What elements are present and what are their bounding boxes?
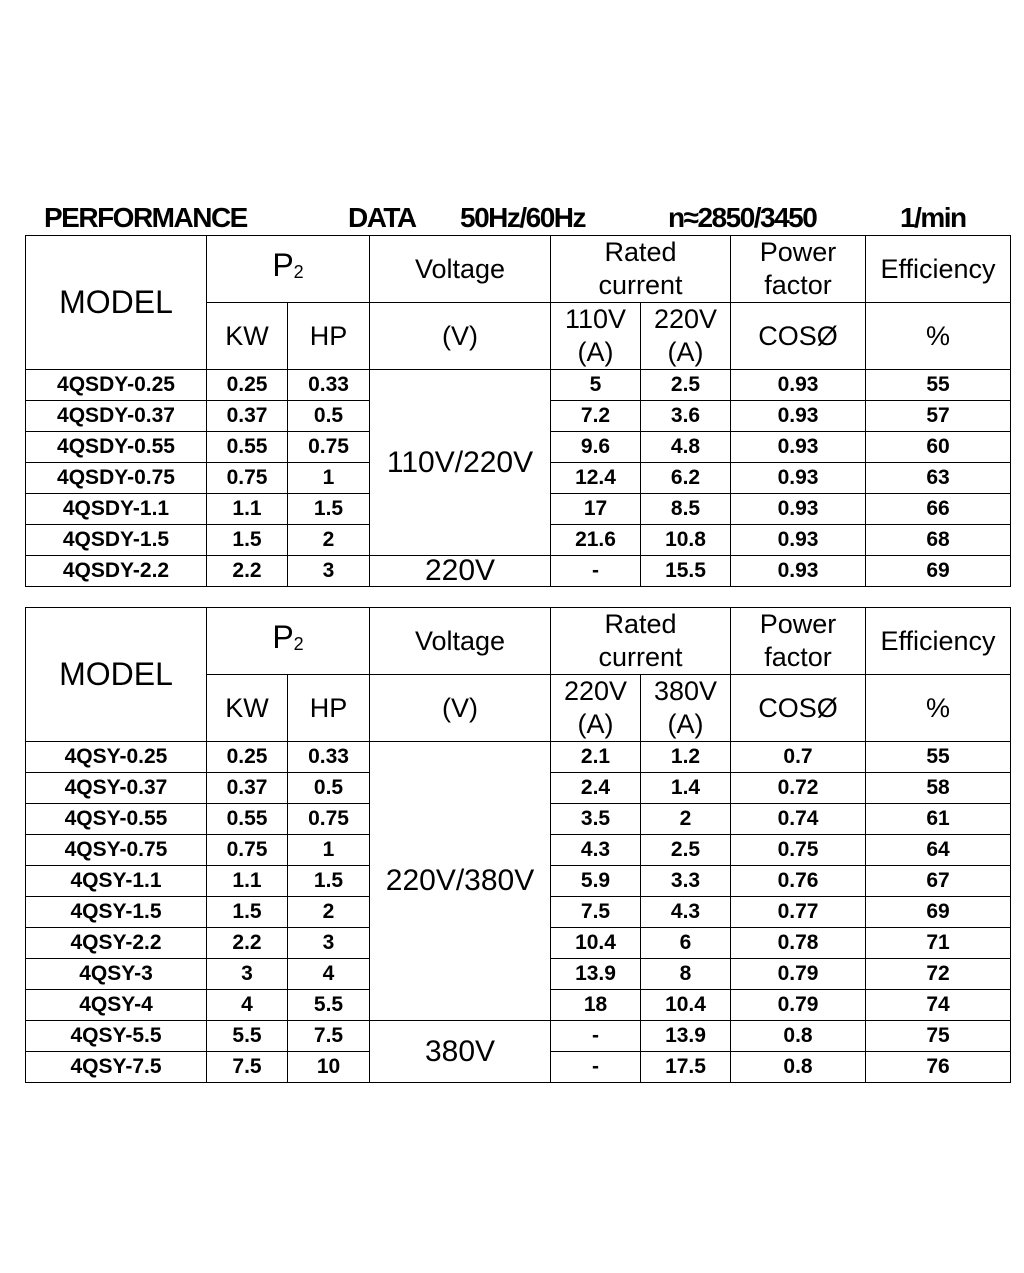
hp-cell: 0.5 — [288, 773, 370, 804]
cos-cell: 0.76 — [731, 866, 866, 897]
current1-cell: 9.6 — [551, 432, 641, 463]
kw-cell: 1.1 — [207, 494, 288, 525]
rated-current-header — [551, 236, 731, 303]
efficiency-header: Efficiency — [866, 608, 1011, 675]
model-cell: 4QSDY-0.55 — [26, 432, 207, 463]
kw-cell: 4 — [207, 990, 288, 1021]
efficiency-cell: 71 — [866, 928, 1011, 959]
efficiency-cell: 76 — [866, 1052, 1011, 1083]
hp-cell: 1.5 — [288, 494, 370, 525]
model-cell: 4QSDY-1.1 — [26, 494, 207, 525]
current2-cell: 17.5 — [641, 1052, 731, 1083]
current2-unit: (A) — [667, 337, 704, 367]
hp-cell: 3 — [288, 928, 370, 959]
current1-cell: 2.1 — [551, 742, 641, 773]
cos-cell: 0.8 — [731, 1021, 866, 1052]
power-line1: Power — [759, 237, 837, 267]
current2-cell: 15.5 — [641, 556, 731, 587]
model-cell: 4QSY-7.5 — [26, 1052, 207, 1083]
voltage-header: Voltage — [370, 608, 551, 675]
model-header: MODEL — [26, 608, 207, 742]
current1-cell: 2.4 — [551, 773, 641, 804]
current2-cell: 4.8 — [641, 432, 731, 463]
current1-unit: (A) — [577, 337, 614, 367]
cos-cell: 0.75 — [731, 835, 866, 866]
hp-cell: 2 — [288, 897, 370, 928]
cos-cell: 0.93 — [731, 525, 866, 556]
hp-cell: 0.75 — [288, 804, 370, 835]
cos-cell: 0.79 — [731, 959, 866, 990]
hp-cell: 0.33 — [288, 742, 370, 773]
hp-cell: 0.75 — [288, 432, 370, 463]
cos-header: COSØ — [731, 675, 866, 742]
title-performance: PERFORMANCE — [44, 202, 247, 233]
current2-cell: 6.2 — [641, 463, 731, 494]
hp-cell: 0.33 — [288, 370, 370, 401]
current1-cell: - — [551, 556, 641, 587]
p2-letter: P — [272, 619, 294, 655]
title-unit: 1/min — [900, 202, 966, 233]
current1-cell: 12.4 — [551, 463, 641, 494]
rated-line1: Rated — [604, 609, 677, 639]
kw-cell: 1.5 — [207, 525, 288, 556]
model-cell: 4QSDY-2.2 — [26, 556, 207, 587]
kw-cell: 0.37 — [207, 773, 288, 804]
hp-cell: 1.5 — [288, 866, 370, 897]
current1-cell: 21.6 — [551, 525, 641, 556]
current2-cell: 10.4 — [641, 990, 731, 1021]
performance-title — [0, 200, 1024, 240]
rated-current-header — [551, 608, 731, 675]
efficiency-cell: 66 — [866, 494, 1011, 525]
hp-cell: 1 — [288, 835, 370, 866]
efficiency-cell: 74 — [866, 990, 1011, 1021]
efficiency-cell: 58 — [866, 773, 1011, 804]
rated-line2: current — [598, 270, 683, 300]
hp-header: HP — [288, 675, 370, 742]
efficiency-cell: 68 — [866, 525, 1011, 556]
efficiency-cell: 55 — [866, 370, 1011, 401]
model-cell: 4QSY-0.25 — [26, 742, 207, 773]
current2-cell: 3.6 — [641, 401, 731, 432]
table-row — [26, 742, 1011, 773]
current1-cell: 18 — [551, 990, 641, 1021]
hp-cell: 10 — [288, 1052, 370, 1083]
current2-cell: 4.3 — [641, 897, 731, 928]
efficiency-cell: 75 — [866, 1021, 1011, 1052]
voltage-cell: 380V — [370, 1021, 551, 1083]
current1-cell: 13.9 — [551, 959, 641, 990]
current1-cell: 5 — [551, 370, 641, 401]
power-line1: Power — [759, 609, 837, 639]
kw-cell: 1.5 — [207, 897, 288, 928]
current1-cell: 5.9 — [551, 866, 641, 897]
efficiency-cell: 60 — [866, 432, 1011, 463]
kw-cell: 0.55 — [207, 432, 288, 463]
current2-header — [641, 675, 731, 742]
kw-cell: 5.5 — [207, 1021, 288, 1052]
cos-cell: 0.93 — [731, 494, 866, 525]
voltage-header: Voltage — [370, 236, 551, 303]
model-cell: 4QSY-2.2 — [26, 928, 207, 959]
current2-cell: 2.5 — [641, 370, 731, 401]
hp-cell: 0.5 — [288, 401, 370, 432]
current2-cell: 1.4 — [641, 773, 731, 804]
efficiency-cell: 72 — [866, 959, 1011, 990]
power-line2: factor — [764, 270, 832, 300]
model-cell: 4QSY-3 — [26, 959, 207, 990]
current2-cell: 2 — [641, 804, 731, 835]
cos-cell: 0.93 — [731, 463, 866, 494]
cos-cell: 0.93 — [731, 432, 866, 463]
current2-cell: 1.2 — [641, 742, 731, 773]
cos-cell: 0.74 — [731, 804, 866, 835]
p2-header — [207, 608, 370, 675]
hp-cell: 3 — [288, 556, 370, 587]
table-row — [26, 556, 1011, 587]
cos-cell: 0.78 — [731, 928, 866, 959]
model-cell: 4QSY-0.37 — [26, 773, 207, 804]
performance-table-4qsdy — [25, 235, 1011, 587]
efficiency-cell: 55 — [866, 742, 1011, 773]
cos-cell: 0.7 — [731, 742, 866, 773]
title-frequency: 50Hz/60Hz — [460, 202, 586, 233]
kw-header: KW — [207, 303, 288, 370]
efficiency-cell: 69 — [866, 897, 1011, 928]
hp-cell: 5.5 — [288, 990, 370, 1021]
p2-subscript: 2 — [293, 634, 304, 654]
power-factor-header — [731, 236, 866, 303]
title-speed: n≈2850/3450 — [668, 202, 817, 233]
performance-table-4qsy — [25, 607, 1011, 1083]
hp-cell: 7.5 — [288, 1021, 370, 1052]
current1-cell: 10.4 — [551, 928, 641, 959]
model-cell: 4QSDY-0.25 — [26, 370, 207, 401]
cos-cell: 0.93 — [731, 401, 866, 432]
cos-cell: 0.72 — [731, 773, 866, 804]
kw-cell: 7.5 — [207, 1052, 288, 1083]
kw-header: KW — [207, 675, 288, 742]
efficiency-cell: 61 — [866, 804, 1011, 835]
current1-cell: 3.5 — [551, 804, 641, 835]
current1-header — [551, 675, 641, 742]
kw-cell: 2.2 — [207, 556, 288, 587]
cos-cell: 0.93 — [731, 556, 866, 587]
efficiency-cell: 64 — [866, 835, 1011, 866]
model-cell: 4QSY-4 — [26, 990, 207, 1021]
model-header: MODEL — [26, 236, 207, 370]
cos-cell: 0.93 — [731, 370, 866, 401]
cos-cell: 0.77 — [731, 897, 866, 928]
model-cell: 4QSY-0.55 — [26, 804, 207, 835]
efficiency-cell: 63 — [866, 463, 1011, 494]
voltage-cell: 220V/380V — [370, 742, 551, 1021]
kw-cell: 0.75 — [207, 835, 288, 866]
kw-cell: 3 — [207, 959, 288, 990]
current2-cell: 3.3 — [641, 866, 731, 897]
rated-line2: current — [598, 642, 683, 672]
current2-cell: 6 — [641, 928, 731, 959]
current2-header — [641, 303, 731, 370]
efficiency-cell: 67 — [866, 866, 1011, 897]
hp-header: HP — [288, 303, 370, 370]
kw-cell: 0.75 — [207, 463, 288, 494]
current1-cell: 17 — [551, 494, 641, 525]
hp-cell: 4 — [288, 959, 370, 990]
current2-cell: 2.5 — [641, 835, 731, 866]
title-data: DATA — [348, 202, 416, 233]
current2-cell: 13.9 — [641, 1021, 731, 1052]
table-row — [26, 370, 1011, 401]
current2-unit: (A) — [667, 709, 704, 739]
voltage-cell: 110V/220V — [370, 370, 551, 556]
p2-letter: P — [272, 247, 294, 283]
power-line2: factor — [764, 642, 832, 672]
hp-cell: 1 — [288, 463, 370, 494]
kw-cell: 0.25 — [207, 370, 288, 401]
model-cell: 4QSDY-0.37 — [26, 401, 207, 432]
model-cell: 4QSDY-0.75 — [26, 463, 207, 494]
cos-header: COSØ — [731, 303, 866, 370]
current1-cell: 4.3 — [551, 835, 641, 866]
model-cell: 4QSY-1.1 — [26, 866, 207, 897]
kw-cell: 0.25 — [207, 742, 288, 773]
model-cell: 4QSDY-1.5 — [26, 525, 207, 556]
model-cell: 4QSY-0.75 — [26, 835, 207, 866]
current2-cell: 8 — [641, 959, 731, 990]
percent-header: % — [866, 675, 1011, 742]
current1-cell: - — [551, 1021, 641, 1052]
model-cell: 4QSY-1.5 — [26, 897, 207, 928]
p2-subscript: 2 — [293, 262, 304, 282]
current1-unit: (A) — [577, 709, 614, 739]
efficiency-header: Efficiency — [866, 236, 1011, 303]
current1-cell: - — [551, 1052, 641, 1083]
hp-cell: 2 — [288, 525, 370, 556]
current2-cell: 10.8 — [641, 525, 731, 556]
kw-cell: 0.37 — [207, 401, 288, 432]
current1-header — [551, 303, 641, 370]
current1-cell: 7.2 — [551, 401, 641, 432]
cos-cell: 0.8 — [731, 1052, 866, 1083]
rated-line1: Rated — [604, 237, 677, 267]
current2-cell: 8.5 — [641, 494, 731, 525]
kw-cell: 2.2 — [207, 928, 288, 959]
current1-voltage: 110V — [564, 304, 627, 334]
power-factor-header — [731, 608, 866, 675]
voltage-unit-header: (V) — [370, 675, 551, 742]
voltage-cell: 220V — [370, 556, 551, 587]
current1-voltage: 220V — [563, 676, 628, 706]
efficiency-cell: 69 — [866, 556, 1011, 587]
model-cell: 4QSY-5.5 — [26, 1021, 207, 1052]
current2-voltage: 220V — [653, 304, 718, 334]
current1-cell: 7.5 — [551, 897, 641, 928]
p2-header — [207, 236, 370, 303]
current2-voltage: 380V — [653, 676, 718, 706]
efficiency-cell: 57 — [866, 401, 1011, 432]
cos-cell: 0.79 — [731, 990, 866, 1021]
kw-cell: 1.1 — [207, 866, 288, 897]
table-row — [26, 1021, 1011, 1052]
voltage-unit-header: (V) — [370, 303, 551, 370]
kw-cell: 0.55 — [207, 804, 288, 835]
percent-header: % — [866, 303, 1011, 370]
